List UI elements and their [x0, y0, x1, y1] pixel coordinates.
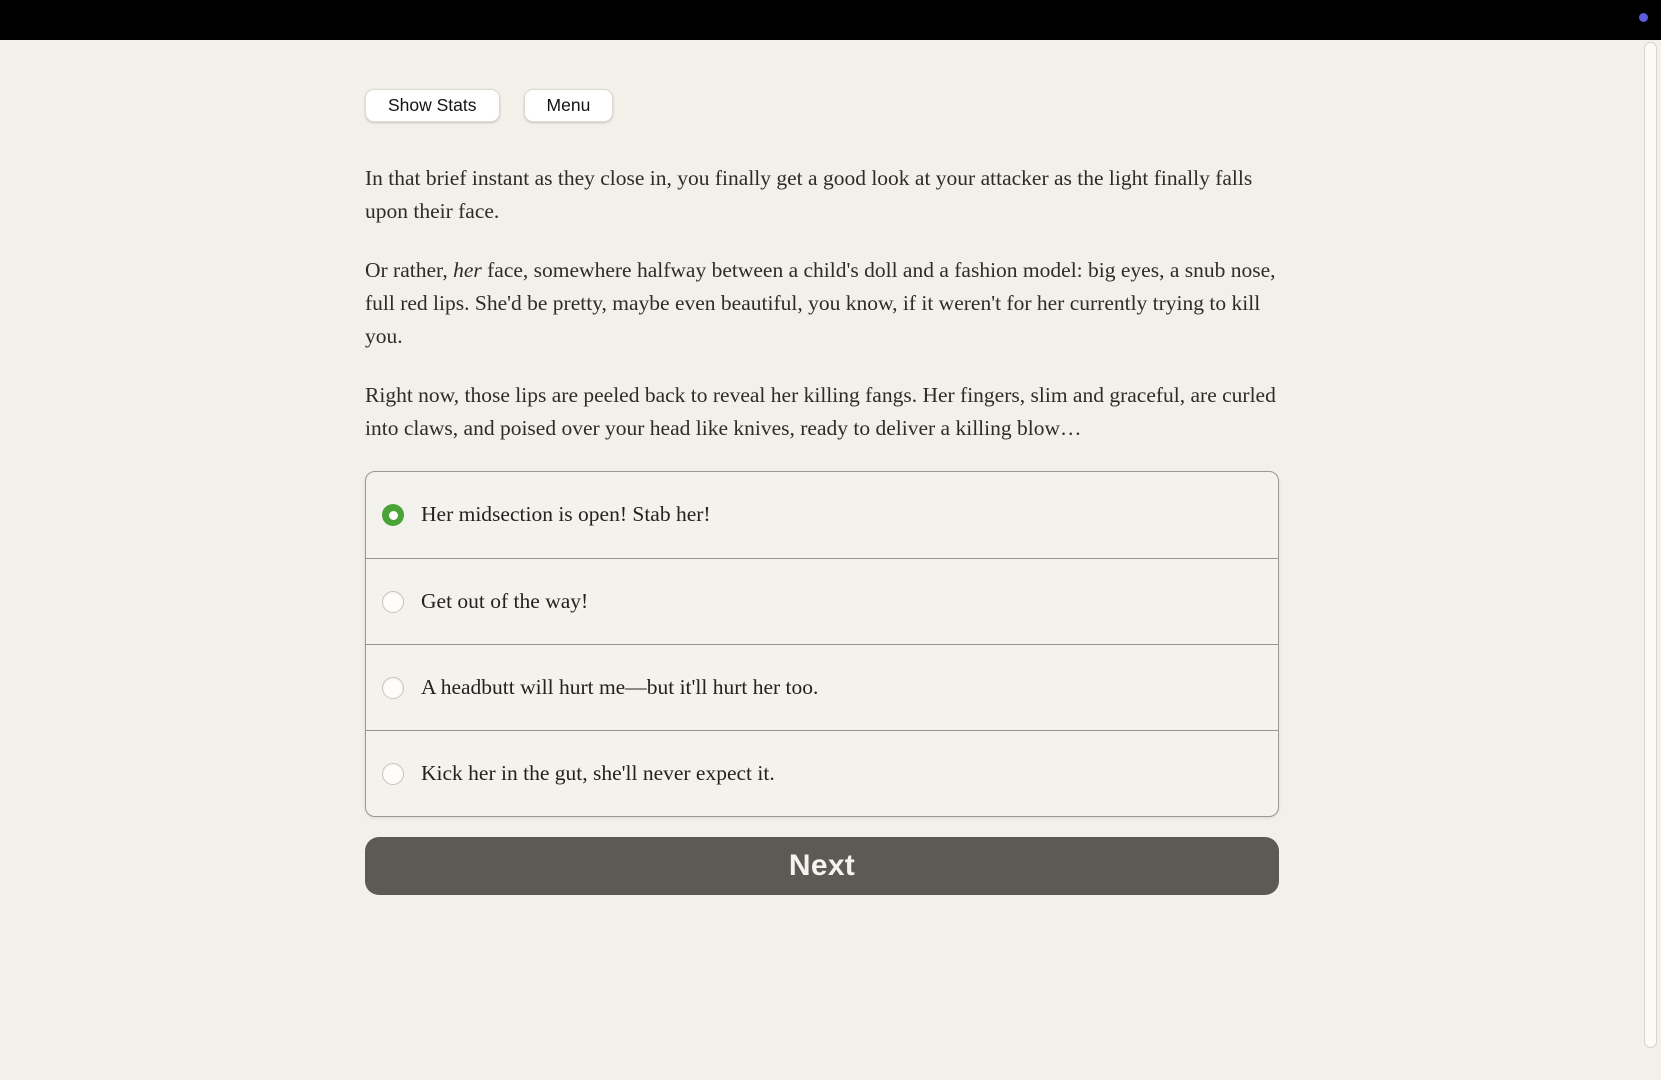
story-text-segment: face, somewhere halfway between a child's doll and a fashion model: big eyes, a snub nose, full red lips. She'd be pretty, maybe even beautiful, you know, if it weren't for her currently trying to kill you.	[365, 258, 1276, 348]
next-button[interactable]: Next	[365, 837, 1279, 895]
choice-label: Kick her in the gut, she'll never expect it.	[421, 760, 775, 785]
notification-dot-icon	[1639, 13, 1648, 22]
scrollbar-thumb[interactable]	[1644, 42, 1657, 1048]
story-text-segment: Right now, those lips are peeled back to reveal her killing fangs. Her fingers, slim and graceful, are curled into claws, and poised over your head like knives, ready to deliver a killing blow…	[365, 383, 1276, 440]
choice-list	[365, 471, 1279, 817]
choice-option[interactable]	[366, 472, 1278, 558]
story-text-segment: her	[453, 258, 482, 282]
radio-unselected-icon[interactable]	[382, 677, 404, 699]
story-page	[365, 40, 1279, 895]
show-stats-button[interactable]: Show Stats	[365, 89, 500, 122]
story-text	[365, 162, 1279, 445]
scrollbar[interactable]	[1641, 40, 1661, 1080]
choice-label: A headbutt will hurt me—but it'll hurt her too.	[421, 674, 819, 699]
top-bar	[0, 0, 1661, 40]
story-paragraph	[365, 379, 1279, 445]
choice-option[interactable]	[366, 644, 1278, 730]
story-text-segment: Or rather,	[365, 258, 454, 282]
toolbar	[365, 89, 1279, 122]
choice-label: Get out of the way!	[421, 588, 589, 613]
choice-label: Her midsection is open! Stab her!	[421, 502, 711, 527]
story-paragraph	[365, 254, 1279, 353]
radio-selected-icon[interactable]	[382, 504, 404, 526]
story-text-segment: In that brief instant as they close in, you finally get a good look at your attacker as the light finally falls upon their face.	[365, 166, 1253, 223]
story-paragraph	[365, 162, 1279, 228]
choice-option[interactable]	[366, 558, 1278, 644]
menu-button[interactable]: Menu	[524, 89, 614, 122]
radio-unselected-icon[interactable]	[382, 591, 404, 613]
radio-unselected-icon[interactable]	[382, 763, 404, 785]
choice-option[interactable]	[366, 730, 1278, 816]
